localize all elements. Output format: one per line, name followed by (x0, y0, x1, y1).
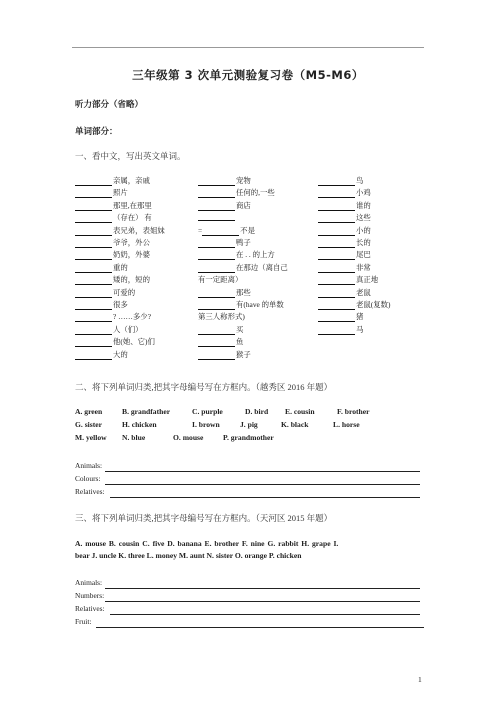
vocab-chinese: 老鼠(复数) (356, 300, 391, 309)
vocab-item (75, 274, 150, 285)
header-rule (72, 47, 424, 48)
answer-blank[interactable] (75, 214, 112, 223)
vocab-chinese: 小的 (356, 225, 371, 235)
answer-blank[interactable] (318, 227, 355, 236)
vocab-chinese: 老鼠 (356, 287, 371, 297)
option: L. horse (333, 420, 360, 429)
vocab-chinese: 这些 (356, 213, 371, 223)
answer-blank[interactable] (318, 276, 355, 285)
vocab-chinese: 矮的，短的 (113, 275, 150, 285)
vocab-item (75, 200, 152, 211)
vocab-chinese: 第三人称形式) (198, 312, 245, 322)
option: M. yellow (75, 433, 107, 442)
relatives-label-2: Relatives: (75, 604, 105, 613)
section2-heading: 二、将下列单词归类,把其字母编号写在方框内。（越秀区 2016 年题） (75, 382, 333, 392)
answer-line[interactable] (105, 484, 420, 485)
animals-label-2: Animals: (75, 578, 103, 587)
section3-heading: 三、将下列单词归类,把其字母编号写在方框内。（天河区 2015 年题） (75, 513, 333, 523)
section1-heading: 一、看中文，写出英文单词。 (75, 151, 186, 161)
vocab-item (198, 187, 275, 198)
vocab-chinese: 奶奶，外婆 (113, 250, 150, 260)
answer-blank[interactable] (75, 202, 112, 211)
vocab-chinese: 谁的 (356, 200, 371, 210)
vocab-item (75, 212, 152, 223)
answer-line[interactable] (105, 588, 420, 589)
vocab-chinese: 那里,在那里 (113, 200, 152, 210)
vocab-chinese: 在那边（离自己 (236, 262, 288, 272)
vocab-item (198, 225, 255, 236)
vocab-item (198, 249, 275, 260)
answer-blank[interactable] (75, 227, 112, 236)
vocab-chinese: （存在） 有 (113, 213, 152, 223)
vocab-chinese: 爷爷，外公 (113, 238, 150, 247)
vocab-chinese: 长的 (356, 238, 371, 247)
answer-blank[interactable] (75, 239, 112, 248)
vocab-chinese: 可爱的 (113, 287, 136, 297)
answer-blank[interactable] (198, 289, 235, 298)
answer-blank[interactable] (318, 251, 355, 260)
vocab-item (198, 324, 243, 335)
vocab-chinese: 不是 (240, 225, 255, 235)
option: E. cousin (285, 407, 315, 416)
answer-blank[interactable] (318, 202, 355, 211)
answer-blank[interactable] (198, 239, 235, 248)
vocab-chinese: 大的 (113, 349, 128, 359)
vocab-item (318, 212, 371, 223)
fruit-label: Fruit: (75, 617, 92, 626)
vocab-chinese: 人（们） (113, 324, 143, 334)
vocab-item (75, 336, 155, 347)
vocab-item (318, 187, 371, 198)
option: I. brown (192, 420, 220, 429)
vocab-item (318, 262, 371, 273)
vocab-item (198, 237, 251, 248)
vocab-item (75, 187, 128, 198)
vocab-chinese: ? ……多少? (113, 312, 151, 322)
vocab-item (318, 287, 371, 298)
vocab-item (318, 200, 371, 211)
vocab-chinese: 表兄弟，表姐妹 (113, 225, 165, 235)
vocab-item (198, 262, 288, 273)
option: D. bird (245, 407, 269, 416)
vocab-chinese: 小鸡 (356, 188, 371, 198)
relatives-label: Relatives: (75, 487, 105, 496)
answer-blank[interactable] (75, 264, 112, 273)
answer-blank[interactable] (318, 289, 355, 298)
options3-row-1: A. mouse B. cousin C. five D. banana E. brother F. nine G. rabbit H. grape I. (75, 539, 339, 548)
answer-blank[interactable] (75, 326, 112, 335)
vocab-chinese: 猪 (356, 312, 364, 322)
answer-line[interactable] (105, 471, 420, 472)
answer-blank[interactable] (318, 264, 355, 273)
vocab-chinese: 任何的,一些 (236, 188, 275, 198)
answer-line[interactable] (96, 627, 424, 628)
vocab-chinese: 尾巴 (356, 250, 371, 260)
vocab-item (198, 200, 251, 211)
colours-label: Colours: (75, 474, 101, 483)
answer-blank[interactable] (318, 189, 355, 198)
option: K. black (281, 420, 309, 429)
answer-blank[interactable] (198, 301, 235, 310)
vocab-chinese: 鱼 (236, 337, 244, 347)
vocab-chinese: 鸟 (356, 176, 364, 185)
vocab-heading: 单词部分： (75, 127, 118, 137)
vocab-chinese: 有一定距离） (198, 275, 243, 285)
vocab-item (198, 175, 251, 186)
option: A. green (75, 407, 103, 416)
vocab-item (198, 336, 243, 347)
answer-blank[interactable] (318, 177, 355, 186)
answer-blank[interactable] (75, 338, 112, 347)
answer-line[interactable] (105, 601, 420, 602)
vocab-chinese: 猴子 (236, 349, 251, 359)
page-title: 三年级第 3 次单元测验复习卷（M5-M6） (132, 68, 364, 82)
answer-line[interactable] (110, 497, 420, 498)
answer-blank[interactable] (198, 251, 235, 260)
vocab-item (75, 249, 150, 260)
vocab-chinese: 他(她、它)们 (113, 337, 155, 347)
answer-blank[interactable] (198, 351, 235, 360)
answer-blank[interactable] (318, 313, 355, 322)
vocab-chinese: 宠物 (236, 176, 251, 185)
vocab-item (198, 274, 242, 285)
answer-blank[interactable] (318, 301, 355, 310)
vocab-item (75, 287, 135, 298)
answer-blank[interactable] (75, 351, 112, 360)
vocab-chinese: 亲属，亲戚 (113, 176, 150, 185)
option: F. brother (337, 407, 370, 416)
vocab-item (75, 324, 143, 335)
vocab-item (318, 225, 371, 236)
numbers-label: Numbers: (75, 591, 105, 600)
vocab-item (75, 262, 128, 273)
option: N. blue (122, 433, 146, 442)
option: H. chicken (122, 420, 157, 429)
option: C. purple (192, 407, 223, 416)
option: B. grandfather (122, 407, 171, 416)
answer-blank[interactable] (318, 239, 355, 248)
vocab-chinese: 有(have 的单数 (236, 300, 284, 309)
vocab-item (75, 299, 128, 310)
answer-blank[interactable] (202, 227, 239, 236)
answer-blank[interactable] (198, 338, 235, 347)
answer-blank[interactable] (198, 264, 235, 273)
vocab-item (318, 237, 371, 248)
answer-blank[interactable] (318, 326, 355, 335)
vocab-chinese: 马 (356, 324, 364, 334)
answer-blank[interactable] (75, 301, 112, 310)
answer-blank[interactable] (198, 177, 235, 186)
vocab-item (75, 225, 165, 236)
vocab-item (318, 324, 363, 335)
vocab-chinese: 照片 (113, 188, 128, 198)
vocab-item (75, 237, 150, 248)
vocab-item (318, 299, 391, 310)
vocab-item (75, 311, 151, 322)
vocab-chinese: 真正地 (356, 275, 379, 285)
answer-blank[interactable] (318, 214, 355, 223)
vocab-item (198, 287, 251, 298)
vocab-item (318, 274, 378, 285)
answer-blank[interactable] (198, 189, 235, 198)
answer-blank[interactable] (198, 326, 235, 335)
vocab-chinese: 在 . . 的上方 (236, 250, 275, 260)
option: G. sister (75, 420, 102, 429)
vocab-chinese: 很多 (113, 300, 128, 309)
vocab-item (75, 349, 128, 360)
vocab-item (75, 175, 150, 186)
vocab-chinese: 鸭子 (236, 238, 251, 247)
animals-label: Animals: (75, 461, 103, 470)
vocab-chinese: 非常 (356, 262, 371, 272)
answer-blank[interactable] (198, 212, 235, 221)
options3-row-2: bear J. uncle K. three L. money M. aunt N. sister O. orange P. chicken (75, 551, 302, 560)
answer-blank[interactable] (75, 289, 112, 298)
vocab-item (318, 311, 363, 322)
option: P. grandmother (223, 433, 274, 442)
answer-blank[interactable] (198, 202, 235, 211)
vocab-chinese: 商店 (236, 200, 251, 210)
answer-blank[interactable] (75, 189, 112, 198)
vocab-chinese: 买 (236, 324, 244, 334)
vocab-chinese: 那些 (236, 287, 251, 297)
answer-blank[interactable] (75, 276, 112, 285)
equals-mark: = (198, 225, 203, 235)
listening-heading: 听力部分（省略） (75, 100, 144, 110)
answer-line[interactable] (110, 614, 420, 615)
vocab-item (318, 175, 363, 186)
option: J. pig (240, 420, 258, 429)
vocab-item (198, 349, 251, 360)
vocab-item (198, 311, 245, 322)
answer-blank[interactable] (75, 177, 112, 186)
vocab-item (198, 299, 284, 310)
vocab-item (318, 249, 371, 260)
answer-blank[interactable] (75, 251, 112, 260)
vocab-chinese: 重的 (113, 262, 128, 272)
option: O. mouse (173, 433, 204, 442)
vocab-item (198, 212, 236, 221)
page-number: 1 (418, 675, 422, 684)
answer-blank[interactable] (75, 313, 112, 322)
